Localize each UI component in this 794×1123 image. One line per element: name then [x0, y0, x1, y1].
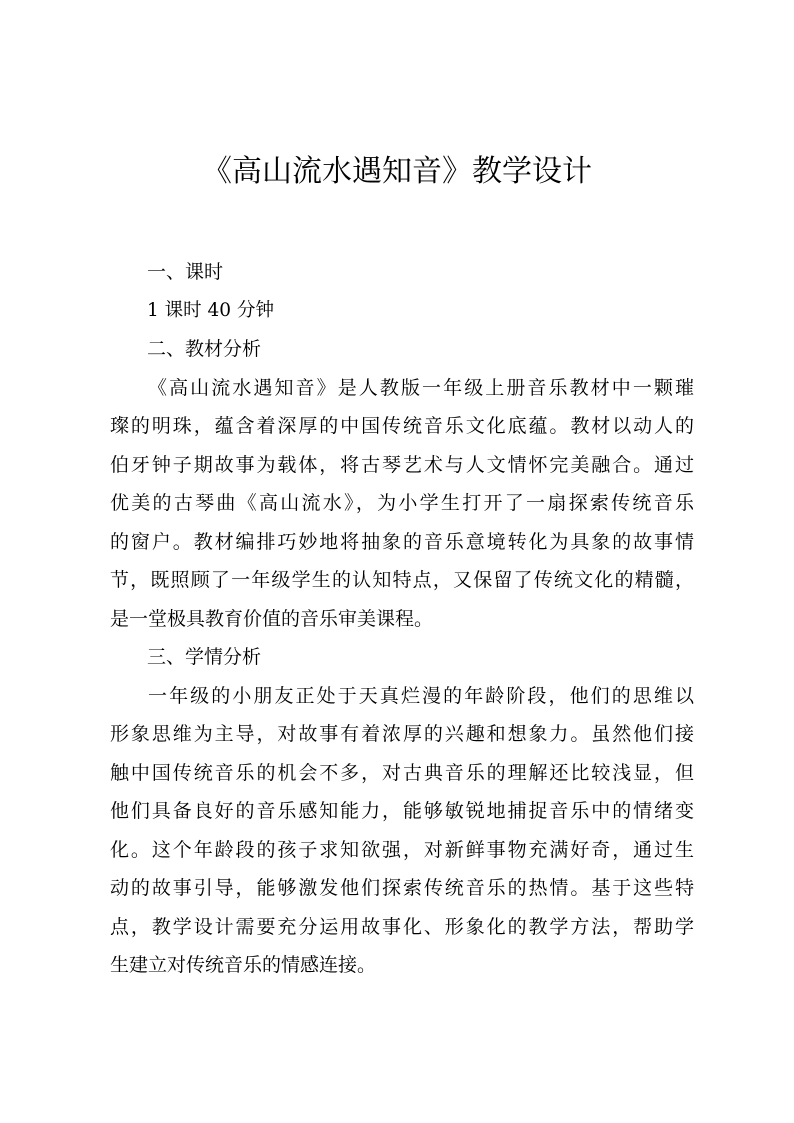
- section-heading: 三、学情分析: [147, 646, 262, 668]
- section-textbook-analysis: [110, 330, 694, 638]
- section-heading: 一、课时: [147, 261, 224, 283]
- paragraph-line: 一年级的小朋友正处于天真烂漫的年龄阶段，他们的思维以: [148, 684, 694, 707]
- paragraph-line: 节，既照顾了一年级学生的认知特点，又保留了传统文化的精髓，: [110, 569, 694, 591]
- paragraph-line: 是一堂极具教育价值的音乐审美课程。: [110, 607, 434, 630]
- section-class-hours: [110, 253, 694, 330]
- paragraph-line: 动的故事引导，能够激发他们探索传统音乐的热情。基于这些特: [110, 877, 694, 899]
- document-title: 《高山流水遇知音》教学设计: [202, 154, 592, 189]
- paragraph-line: 他们具备良好的音乐感知能力，能够敏锐地捕捉音乐中的情绪变: [110, 800, 694, 822]
- learner-analysis-paragraph: [110, 677, 694, 985]
- paragraph-line: 形象思维为主导，对故事有着浓厚的兴趣和想象力。虽然他们接: [110, 723, 694, 745]
- paragraph-line: 《高山流水遇知音》是人教版一年级上册音乐教材中一颗璀: [148, 376, 694, 399]
- paragraph-line: 璨的明珠，蕴含着深厚的中国传统音乐文化底蕴。教材以动人的: [110, 415, 694, 437]
- paragraph-line: 化。这个年龄段的孩子求知欲强，对新鲜事物充满好奇，通过生: [110, 838, 694, 861]
- section-learner-analysis: [110, 638, 694, 985]
- class-hours-text: 1 课时 40 分钟: [147, 299, 274, 321]
- paragraph-line: 触中国传统音乐的机会不多，对古典音乐的理解还比较浅显，但: [110, 761, 694, 784]
- paragraph-line: 的窗户。教材编排巧妙地将抽象的音乐意境转化为具象的故事情: [110, 530, 694, 553]
- textbook-analysis-paragraph: [110, 369, 694, 639]
- document-body: [110, 253, 694, 985]
- paragraph-line: 点，教学设计需要充分运用故事化、形象化的教学方法，帮助学: [110, 915, 694, 938]
- section-heading: 二、教材分析: [147, 338, 262, 360]
- paragraph-line: 生建立对传统音乐的情感连接。: [110, 954, 377, 976]
- paragraph-line: 伯牙钟子期故事为载体，将古琴艺术与人文情怀完美融合。通过: [110, 453, 694, 476]
- paragraph-line: 优美的古琴曲《高山流水》，为小学生打开了一扇探索传统音乐: [110, 492, 694, 514]
